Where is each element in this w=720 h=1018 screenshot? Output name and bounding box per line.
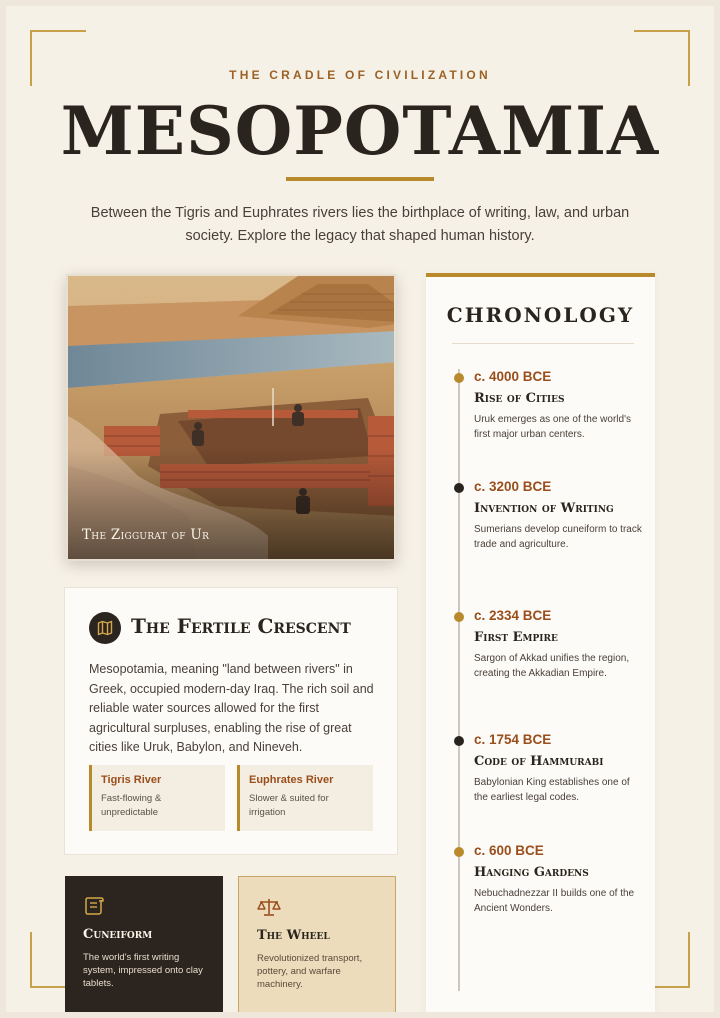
river-card-tigris: [89, 765, 225, 831]
timeline-event: [474, 369, 644, 442]
event-title: Hanging Gardens: [474, 865, 589, 880]
wheel-card: [238, 876, 396, 1012]
event-date: c. 2334 BCE: [474, 608, 552, 623]
scroll-icon: [83, 896, 105, 921]
fertile-crescent-title: The Fertile Crescent: [131, 614, 351, 638]
wheel-description: Revolutionized transport, pottery, and warfare machinery.: [257, 953, 363, 990]
intro-text: Between the Tigris and Euphrates rivers lies the birthplace of writing, law, and urban society. Explore the legacy that shaped human history.: [90, 205, 630, 244]
event-title: Invention of Writing: [474, 501, 614, 516]
chronology-panel: [426, 273, 655, 1012]
timeline-event: [474, 732, 644, 805]
event-description: Uruk emerges as one of the world's first major urban centers.: [474, 414, 631, 440]
river-description: Fast-flowing & unpredictable: [101, 793, 162, 818]
photo-caption: The Ziggurat of Ur: [82, 527, 210, 543]
scales-icon: [257, 897, 281, 922]
event-description: Sumerians develop cuneiform to track trade and agriculture.: [474, 524, 642, 550]
ziggurat-photo: [66, 274, 396, 561]
timeline-line: [458, 369, 460, 991]
river-description: Slower & suited for irrigation: [249, 793, 329, 818]
poster-page: [6, 6, 714, 1012]
timeline-dot: [454, 847, 464, 857]
excavation-illustration: [68, 276, 396, 561]
timeline-dot: [454, 736, 464, 746]
river-card-euphrates: [237, 765, 373, 831]
wheel-title: The Wheel: [257, 928, 330, 943]
title-divider: [286, 177, 434, 181]
cuneiform-description: The world's first writing system, impressed onto clay tablets.: [83, 952, 203, 989]
timeline-event: [474, 843, 644, 916]
event-date: c. 4000 BCE: [474, 369, 552, 384]
page-title: MESOPOTAMIA: [60, 92, 660, 170]
event-date: c. 1754 BCE: [474, 732, 552, 747]
event-description: Nebuchadnezzar II builds one of the Ancient Wonders.: [474, 888, 635, 914]
cuneiform-card: [65, 876, 223, 1012]
timeline-event: [474, 608, 644, 681]
event-title: Code of Hammurabi: [474, 754, 604, 769]
fertile-crescent-text: Mesopotamia, meaning "land between rivers" in Greek, occupied modern-day Iraq. The rich soil and reliable water sources allowed for the first agricultural surpluses, enabling the rise of great cities like Uruk, Babylon, and Nineveh.: [89, 662, 374, 754]
kicker-text: THE CRADLE OF CIVILIZATION: [229, 68, 491, 82]
timeline-dot: [454, 483, 464, 493]
event-title: Rise of Cities: [474, 391, 565, 406]
timeline-dot: [454, 373, 464, 383]
event-date: c. 600 BCE: [474, 843, 544, 858]
river-name: Tigris River: [101, 774, 162, 786]
timeline-event: [474, 479, 644, 552]
timeline-dot: [454, 612, 464, 622]
chronology-title: CHRONOLOGY: [446, 303, 635, 327]
map-icon: [89, 612, 121, 644]
event-title: First Empire: [474, 630, 558, 645]
cuneiform-title: Cuneiform: [83, 927, 153, 942]
event-description: Sargon of Akkad unifies the region, creating the Akkadian Empire.: [474, 653, 630, 679]
river-name: Euphrates River: [249, 774, 334, 786]
fertile-crescent-card: [64, 587, 398, 855]
chronology-divider: [452, 343, 634, 344]
event-date: c. 3200 BCE: [474, 479, 552, 494]
event-description: Babylonian King establishes one of the earliest legal codes.: [474, 777, 630, 803]
